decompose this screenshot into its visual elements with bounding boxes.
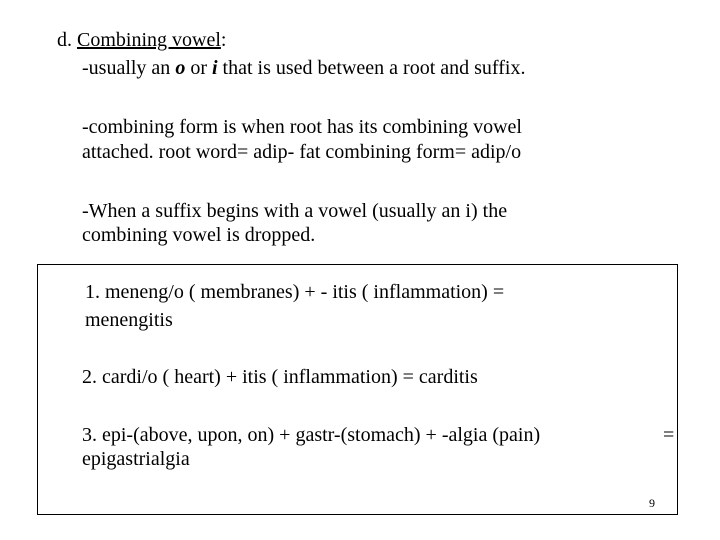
vowel-rule-line-1: -When a suffix begins with a vowel (usually an i) the [82,200,508,222]
heading-suffix: : [220,29,227,51]
combining-form-line-1: -combining form is when root has its combining vowel [82,116,522,138]
example-3-line-2: epigastrialgia [82,448,190,470]
definition-letter-i: i [211,57,218,79]
example-3-line-1: 3. epi-(above, upon, on) + gastr-(stomach) + -algia (pain) [82,424,541,446]
heading [57,29,226,51]
definition-line [82,57,525,79]
example-1-line-1: 1. meneng/o ( membranes) + - itis ( inflammation) = [85,281,505,303]
definition-text-2: or [185,57,212,79]
example-2-line-1: 2. cardi/o ( heart) + itis ( inflammation) = carditis [82,366,478,388]
combining-form-line-2: attached. root word= adip- fat combining form= adip/o [82,141,522,163]
page-number: 9 [649,496,655,510]
definition-letter-o: o [175,57,186,79]
vowel-rule-line-2: combining vowel is dropped. [82,224,316,246]
heading-prefix: d. [57,29,77,51]
definition-text-1: -usually an [82,57,176,79]
definition-text-3: that is used between a root and suffix. [217,57,526,79]
example-1-line-2: menengitis [85,309,173,331]
heading-term: Combining vowel [77,29,221,51]
example-3-equals: = [663,424,675,446]
